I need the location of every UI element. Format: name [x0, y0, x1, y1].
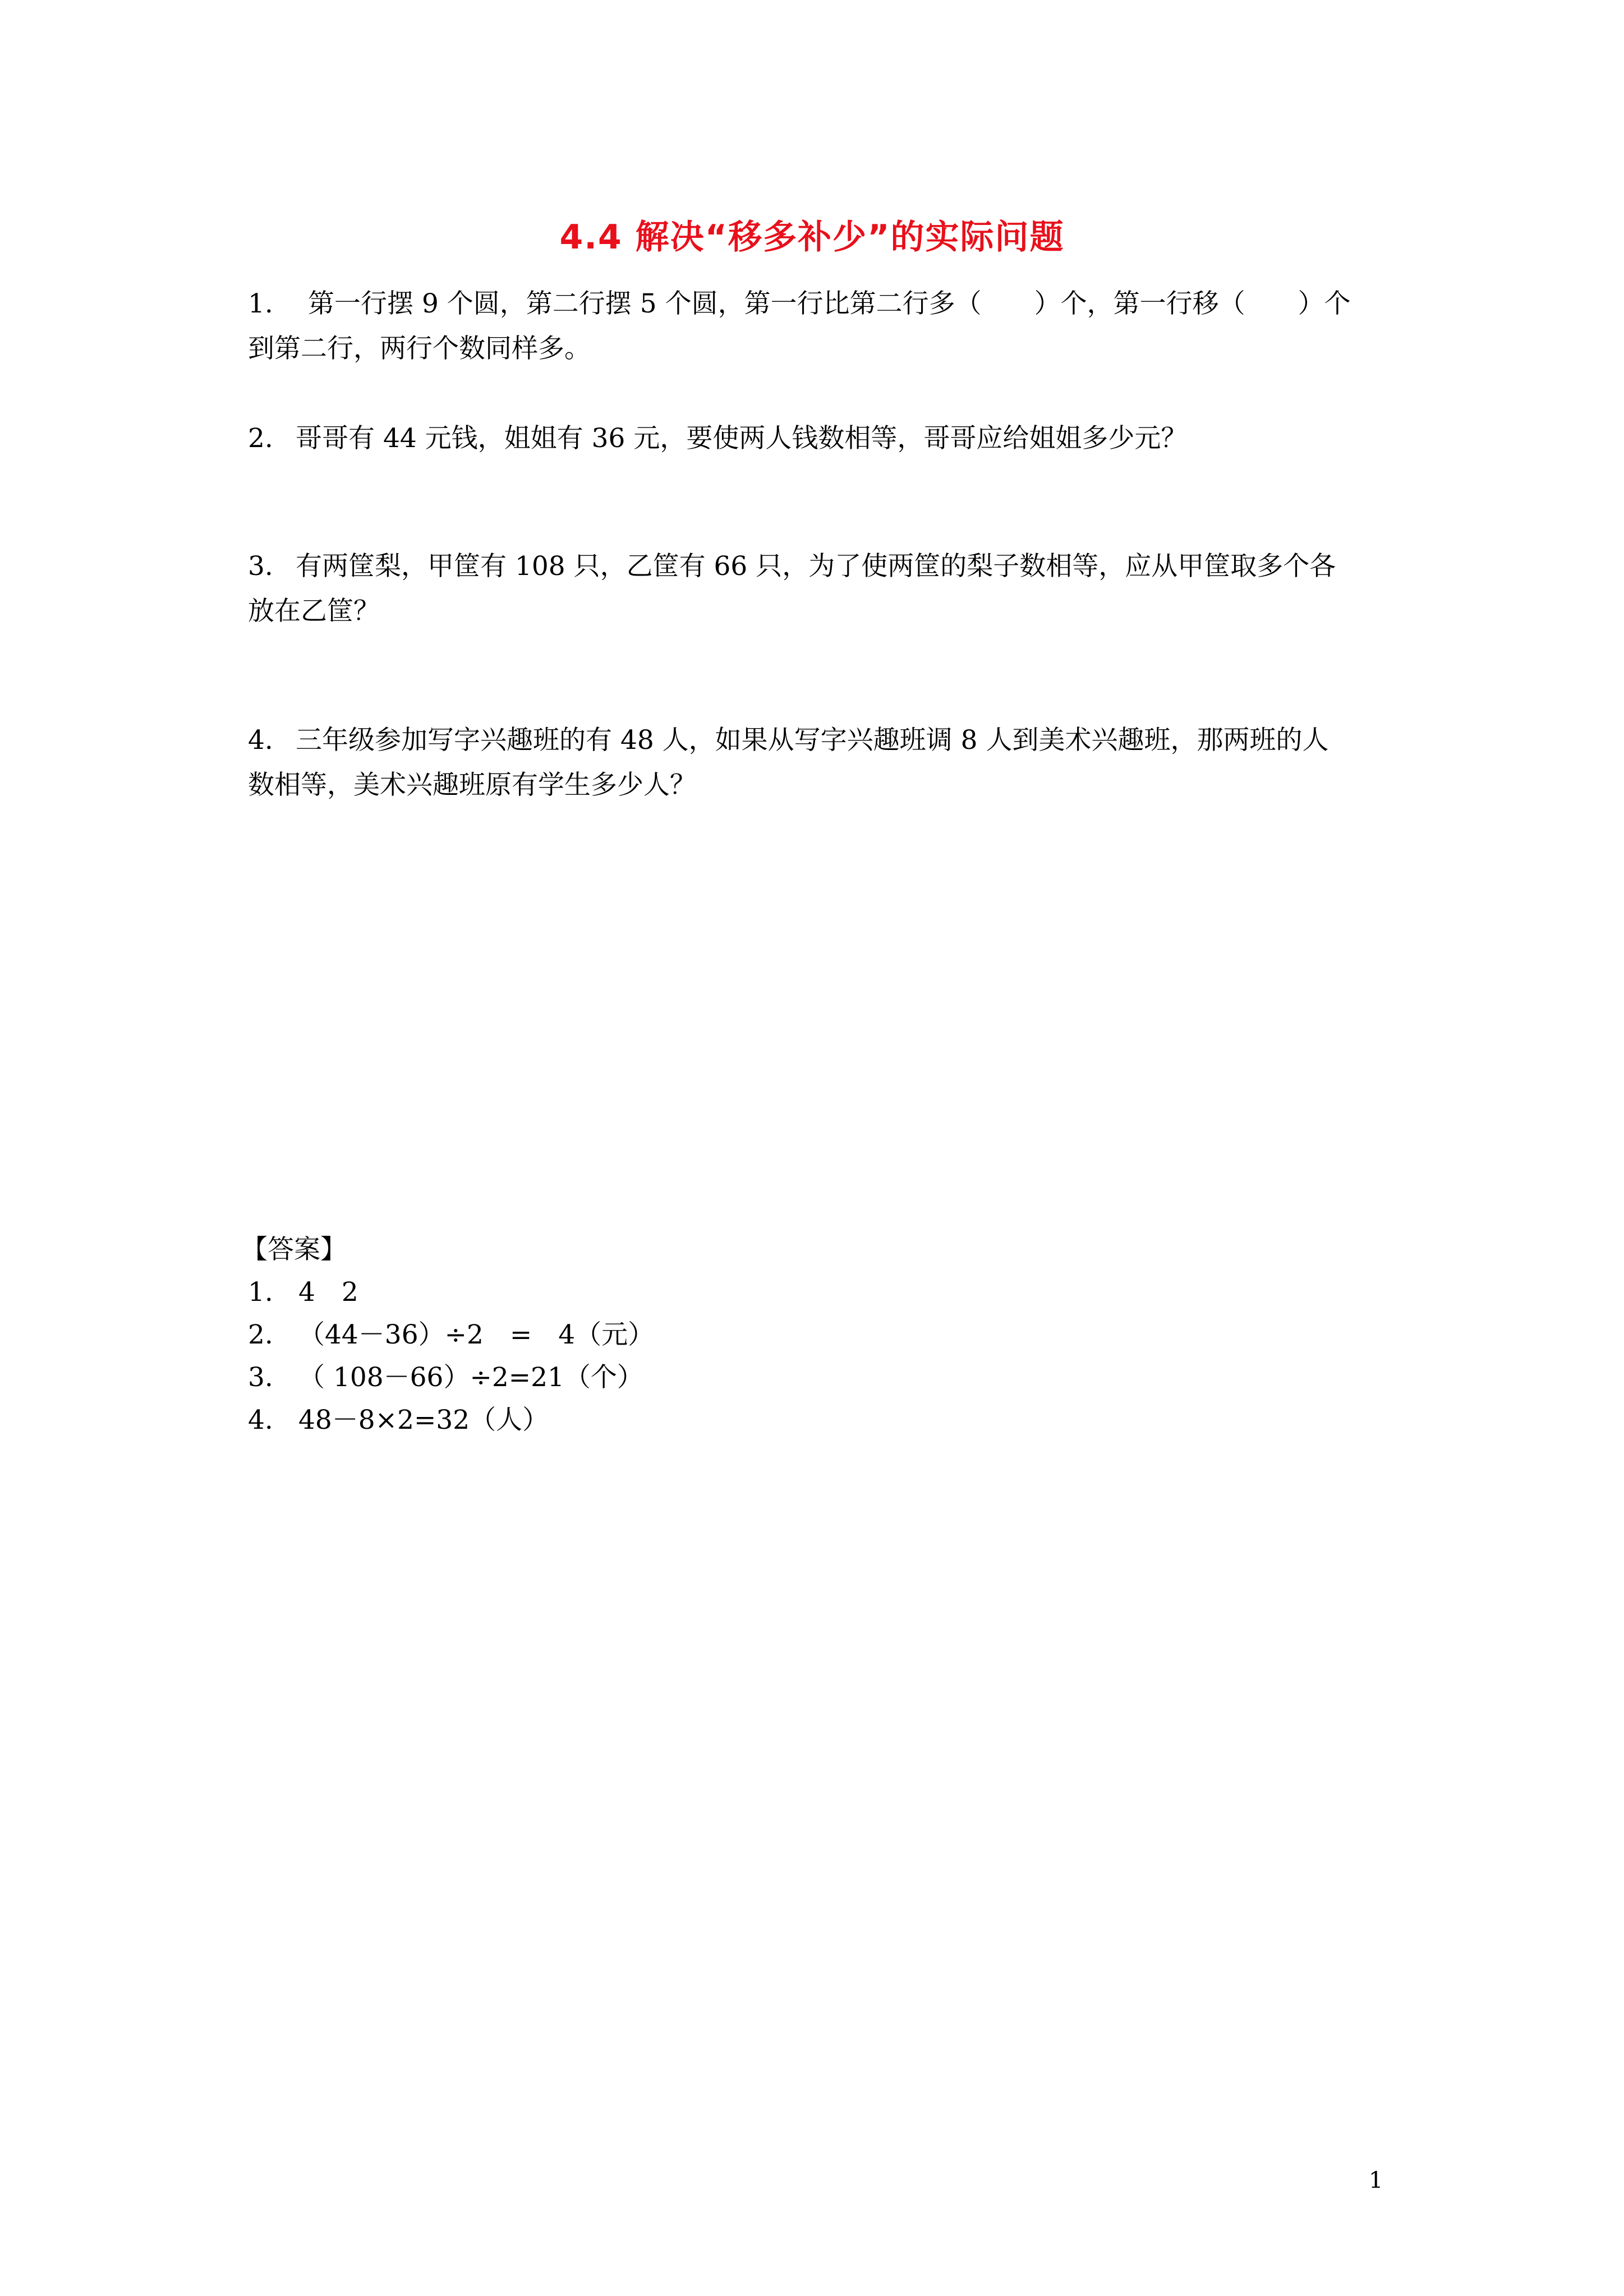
answer-2-number: 2.	[248, 1319, 273, 1350]
answer-item-1	[241, 1271, 654, 1314]
question-1-line-2: 到第二行，两行个数同样多。	[248, 333, 591, 364]
question-4	[248, 718, 1398, 808]
answer-4-text: 48－8×2=32（人）	[298, 1405, 549, 1435]
question-3-number: 3.	[248, 551, 273, 582]
question-3-line-1	[248, 544, 1398, 589]
question-3-text-1: 有两筐梨，甲筐有 108 只，乙筐有 66 只，为了使两筐的梨子数相等，应从甲筐取多个各	[296, 551, 1336, 582]
answer-item-2	[241, 1314, 654, 1356]
question-4-text-1: 三年级参加写字兴趣班的有 48 人，如果从写字兴趣班调 8 人到美术兴趣班，那两班的人	[296, 725, 1329, 756]
answer-section	[241, 1228, 654, 1442]
answer-2-text: （44－36）÷2 = 4（元）	[298, 1319, 655, 1350]
answer-1-text: 4 2	[298, 1277, 358, 1308]
answer-item-3	[241, 1356, 654, 1399]
answer-heading: 【答案】	[241, 1234, 347, 1265]
question-1	[248, 282, 1398, 371]
answer-4-number: 4.	[248, 1405, 273, 1435]
page-title: 4.4 解决“移多补少”的实际问题	[559, 218, 1065, 257]
answer-1-number: 1.	[248, 1277, 273, 1308]
question-4-number: 4.	[248, 725, 273, 756]
page-number: 1	[1369, 2168, 1383, 2193]
question-2-number: 2.	[248, 423, 273, 454]
answer-3-number: 3.	[248, 1362, 273, 1393]
question-2-text-1: 哥哥有 44 元钱，姐姐有 36 元，要使两人钱数相等，哥哥应给姐姐多少元？	[296, 423, 1188, 454]
question-3	[248, 544, 1398, 634]
question-1-text-1: 第一行摆 9 个圆，第二行摆 5 个圆，第一行比第二行多（ ）个，第一行移（ ）个	[308, 288, 1351, 319]
question-1-line-1	[248, 282, 1398, 326]
question-2	[248, 416, 1398, 461]
question-1-number: 1.	[248, 288, 273, 319]
answer-item-4	[241, 1399, 654, 1442]
question-2-line-1	[248, 416, 1398, 461]
question-4-line-2: 数相等，美术兴趣班原有学生多少人？	[248, 770, 696, 800]
question-4-line-1	[248, 718, 1398, 763]
answer-3-text: （ 108－66）÷2=21（个）	[298, 1362, 643, 1393]
question-3-line-2: 放在乙筐？	[248, 596, 380, 627]
